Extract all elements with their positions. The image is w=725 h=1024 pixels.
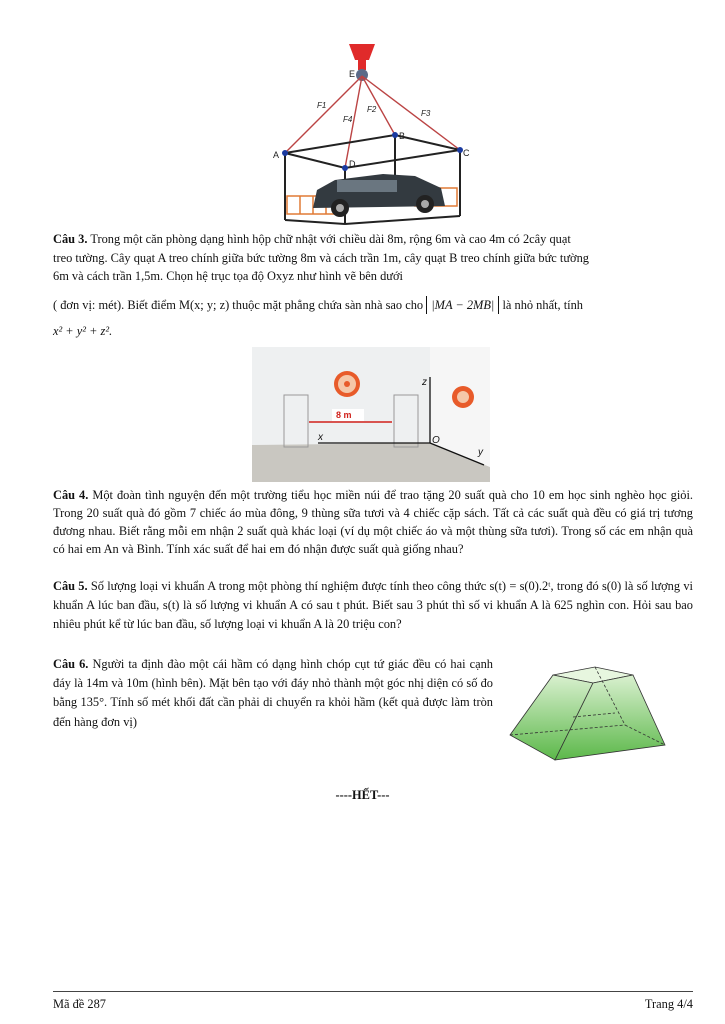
question-6-text: Người ta định đào một cái hầm có dạng hình chóp cụt tứ giác đều có hai cạnh đáy là 14m và 10m (hình bên). Mặt bên tạo với đáy nhỏ thành một góc nhị diện có số đo bằng 135°. Tính số mét khối đất cần phải di chuyển ra khỏi hầm (kết quả được làm tròn đến hàng đơn vị) (53, 657, 493, 729)
question-6 (53, 655, 493, 732)
axis-y-label: y (478, 447, 483, 458)
footer-exam-code: Mã đề 287 (53, 997, 106, 1011)
label-b: B (399, 131, 406, 141)
question-5-label: Câu 5. (53, 579, 88, 593)
figure-room-axes (252, 347, 490, 482)
footer-page-number: Trang 4/4 (644, 997, 693, 1011)
label-a: A (273, 150, 280, 160)
question-3-line4-pre: ( đơn vị: mét). Biết điểm M(x; y; z) thuộc mặt phẳng chứa sàn nhà sao cho (53, 297, 424, 312)
label-f4: F4 (343, 115, 353, 124)
figure-crane-car (265, 38, 480, 226)
question-3 (53, 230, 693, 341)
question-6-label: Câu 6. (53, 657, 89, 671)
axis-z-label: z (422, 377, 427, 388)
label-c: C (463, 148, 470, 158)
question-3-line4-post: là nhỏ nhất, tính (502, 297, 583, 312)
question-4-text: Một đoàn tình nguyện đến một trường tiểu học miền núi để trao tặng 20 suất quà cho 10 em học sinh nghèo học giỏi. Trong 20 suất quà đó gồm 7 chiếc áo mùa đông, 9 thùng sữa tươi và 4 chiếc cặp sách. Tất cả các suất quà đều có giá trị tương đương nhau. Biết rằng mỗi em nhận 2 suất quà khác loại (ví dụ một chiếc áo và một thùng sữa tươi). Trong số các em nhận quà có hai em An và Bình. Tính xác suất để hai em đó nhận được suất quà giống nhau? (53, 488, 693, 556)
question-5 (53, 577, 693, 635)
question-3-line5: x² + y² + z². (53, 324, 113, 339)
footer-divider (53, 991, 693, 992)
figure-frustum (505, 655, 670, 765)
label-f1: F1 (317, 101, 327, 110)
axis-x-label: x (318, 432, 323, 443)
question-4 (53, 487, 693, 559)
question-3-line3: 6m và cách trần 1,5m. Chọn hệ trục tọa độ Oxyz như hình vẽ bên dưới (53, 269, 403, 284)
question-5-text: Số lượng loại vi khuẩn A trong một phòng thí nghiệm được tính theo công thức s(t) = s(0).2ᵗ, trong đó s(0) là số lượng vi khuẩn A lúc ban đầu, s(t) là số lượng vi khuẩn A có sau t phút. Biết sau 3 phút thì số vi khuẩn A là 625 nghìn con. Hỏi sau bao nhiêu phút kể từ lúc ban đầu, số lượng loại vi khuẩn A là 20 triệu con? (53, 579, 693, 632)
question-3-abs-expression: |MA − 2MB| (426, 296, 499, 314)
question-4-label: Câu 4. (53, 488, 89, 502)
figure2-dimension: 8 m (336, 410, 352, 420)
question-3-line2: treo tường. Cây quạt A treo chính giữa bức tường 8m và cách trần 1m, cây quạt B treo chính giữa bức tường (53, 250, 590, 265)
origin-label: O (432, 435, 440, 446)
label-d: D (349, 159, 356, 169)
label-f2: F2 (367, 105, 377, 114)
label-f3: F3 (421, 109, 431, 118)
end-mark: ----HẾT--- (335, 788, 390, 802)
question-3-line1: Trong một căn phòng dạng hình hộp chữ nhật với chiều dài 8m, rộng 6m và cao 4m có 2cây quạt (90, 232, 571, 246)
question-3-label: Câu 3. (53, 232, 88, 246)
label-e: E (349, 69, 356, 79)
